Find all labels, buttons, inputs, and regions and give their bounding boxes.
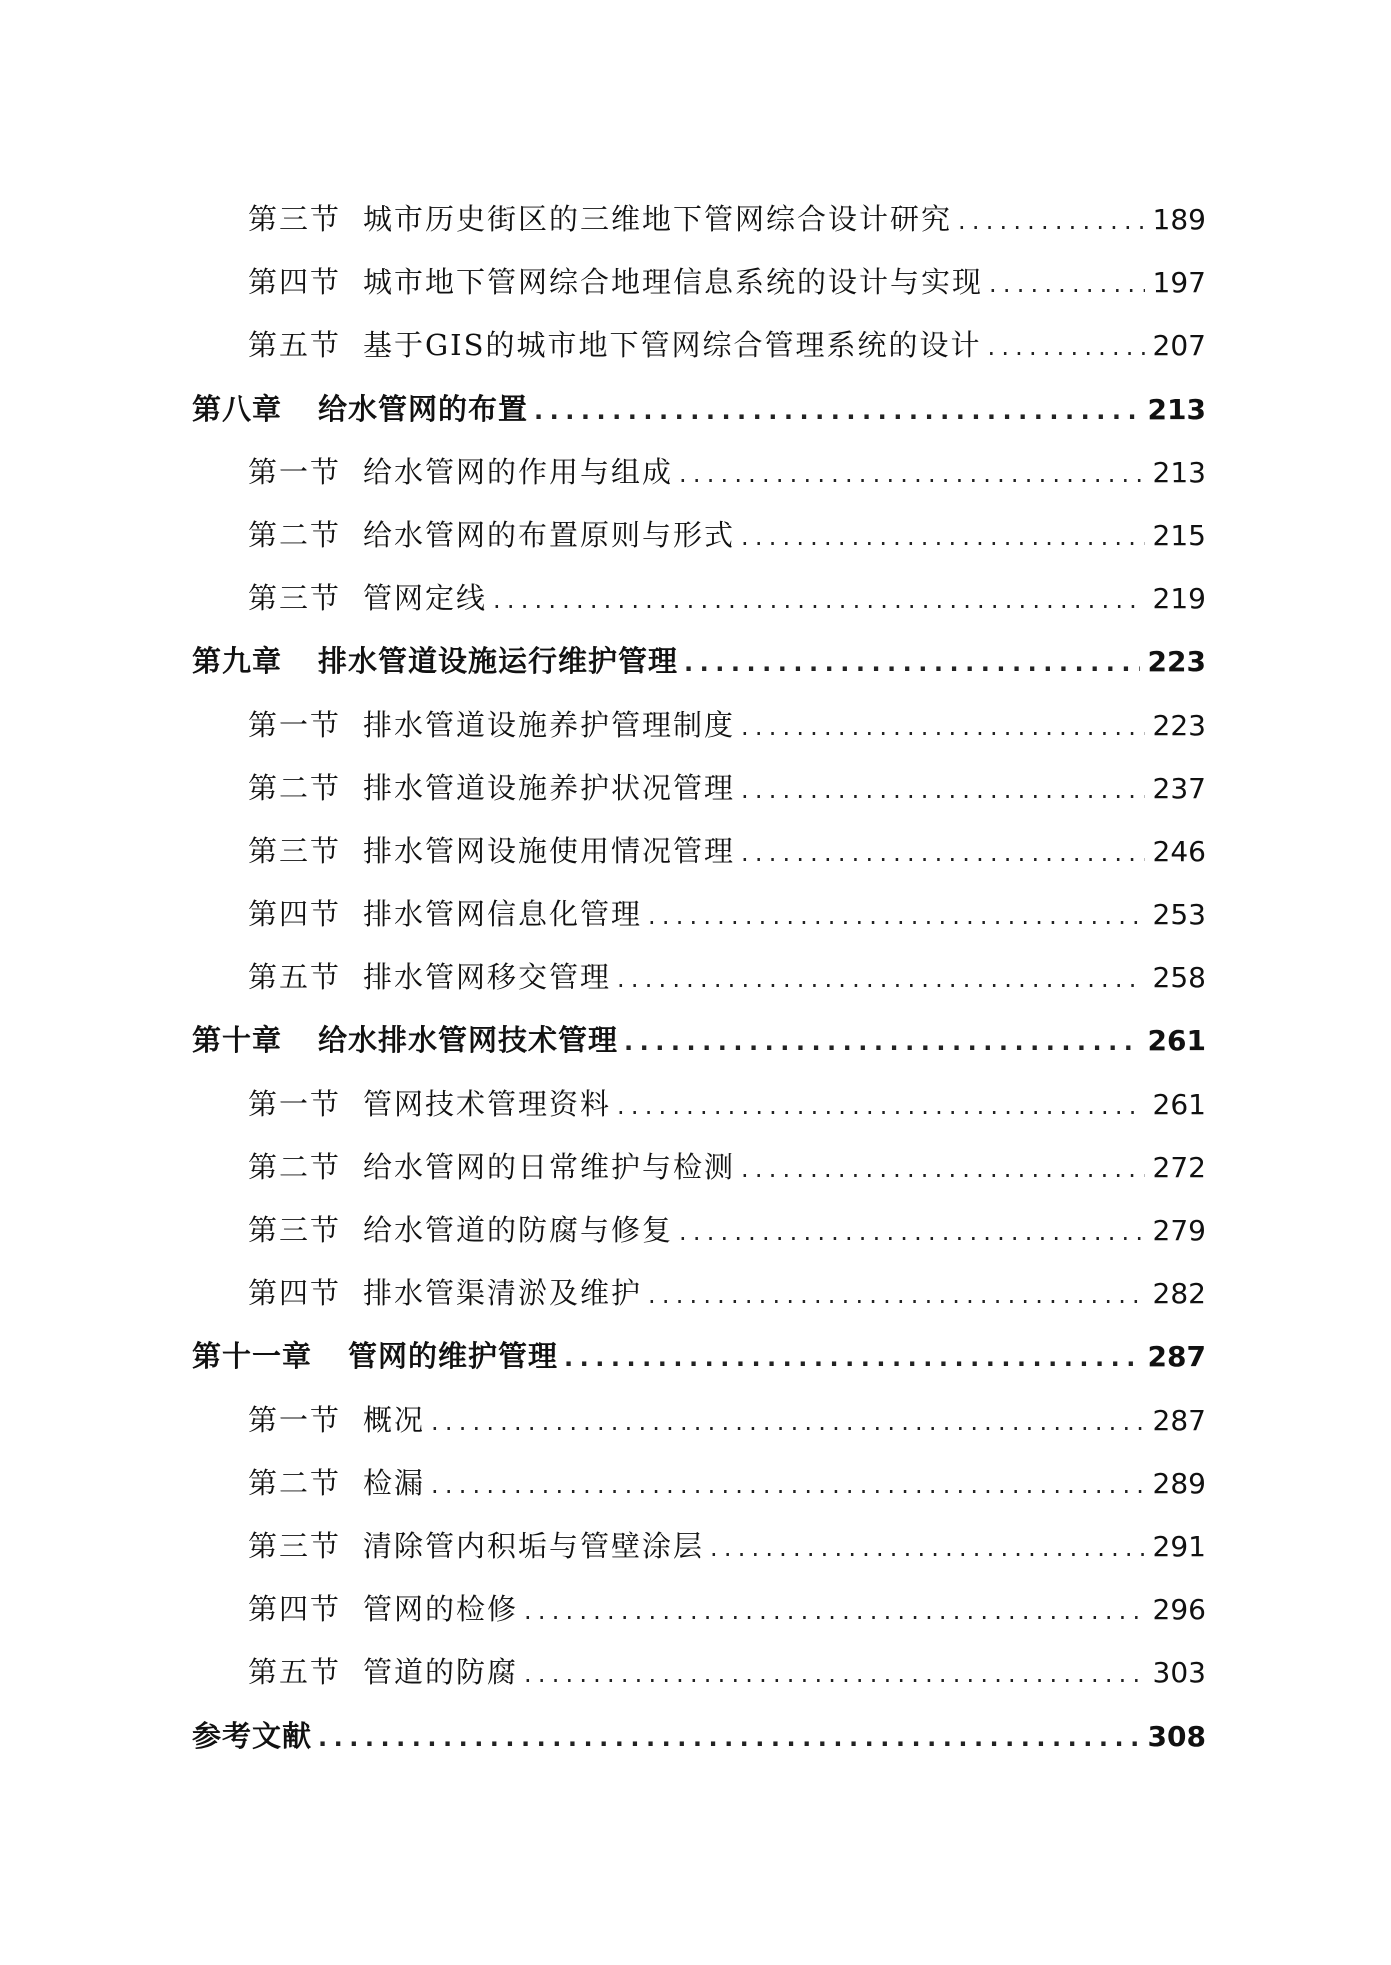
toc-entry-title: 基于GIS的城市地下管网综合管理系统的设计 [363,328,982,363]
toc-entry-page: 215 [1152,518,1206,552]
toc-entry-page: 223 [1152,708,1206,742]
toc-entry-title: 城市历史街区的三维地下管网综合设计研究 [363,202,953,236]
toc-section-entry[interactable] [192,1641,1206,1704]
toc-dot-leader [741,696,1145,759]
toc-dot-leader [989,253,1145,316]
toc-section-entry[interactable] [192,1199,1206,1262]
toc-entry-title: 给水管网的作用与组成 [363,454,674,489]
toc-entry-title: 排水管网移交管理 [363,960,612,995]
toc-entry-page: 213 [1152,455,1206,489]
toc-section-entry[interactable] [192,883,1206,946]
toc-entry-page: 282 [1152,1277,1206,1311]
toc-entry-page: 291 [1152,1529,1206,1563]
toc-section-entry[interactable] [192,567,1206,630]
toc-entry-title: 城市地下管网综合地理信息系统的设计与实现 [363,265,984,300]
toc-dot-leader [648,885,1145,948]
toc-entry-number: 第五节 [248,1655,342,1690]
toc-chapter-entry[interactable] [192,1325,1206,1388]
toc-section-entry[interactable] [192,251,1206,314]
toc-entry-page: 219 [1152,582,1206,616]
toc-entry-title: 排水管网设施使用情况管理 [363,833,736,868]
toc-chapter-entry[interactable] [192,378,1206,441]
toc-dot-leader [648,1264,1145,1327]
toc-dot-leader [710,1517,1145,1580]
toc-dot-leader [624,1011,1140,1074]
toc-entry-number: 第四节 [248,265,342,300]
toc-entry-page: 261 [1147,1024,1206,1058]
toc-entry-title: 排水管道设施运行维护管理 [318,644,679,679]
toc-entry-page: 287 [1147,1340,1206,1374]
toc-entry-number: 第三节 [248,833,342,868]
toc-entry-title: 概况 [363,1402,426,1437]
toc-dot-leader [493,569,1145,632]
toc-entry-title: 给水管网的日常维护与检测 [363,1149,736,1184]
toc-entry-page: 296 [1152,1593,1206,1627]
toc-section-entry[interactable] [192,188,1206,251]
toc-entry-number: 第二节 [248,770,342,805]
toc-section-entry[interactable] [192,1073,1206,1136]
toc-dot-leader [679,443,1145,506]
toc-entry-page: 237 [1152,771,1206,805]
toc-dot-leader [988,316,1145,379]
toc-entry-number: 第二节 [248,1149,342,1184]
toc-entry-page: 258 [1152,961,1206,995]
toc-dot-leader [318,1707,1140,1770]
toc-entry-number: 第一节 [248,1402,342,1437]
toc-entry-title: 管网定线 [363,581,488,616]
toc-entry-number: 第五节 [248,328,342,363]
toc-entry-page: 261 [1152,1087,1206,1121]
toc-section-entry[interactable] [192,1262,1206,1325]
toc-entry-number: 第二节 [248,1465,342,1500]
toc-entry-number: 第三节 [248,1213,342,1247]
toc-entry-number: 第十一章 [192,1339,313,1374]
toc-entry-number: 第三节 [248,581,342,616]
toc-entry-title: 排水管道设施养护状况管理 [363,770,736,805]
toc-section-entry[interactable] [192,1452,1206,1515]
toc-entry-number: 第三节 [248,1528,342,1563]
toc-dot-leader [741,759,1145,822]
toc-entry-page: 213 [1147,392,1206,426]
toc-entry-number: 第二节 [248,517,342,552]
toc-section-entry[interactable] [192,1578,1206,1641]
table-of-contents [192,188,1206,1768]
toc-entry-title: 给水排水管网技术管理 [318,1023,619,1058]
toc-entry-page: 189 [1152,203,1206,236]
toc-chapter-entry[interactable] [192,1009,1206,1072]
toc-entry-title: 管网的维护管理 [348,1339,559,1374]
toc-entry-title: 给水管网的布置 [318,391,529,426]
toc-dot-leader [684,632,1140,695]
toc-dot-leader [524,1643,1145,1706]
toc-entry-number: 第十章 [192,1023,283,1058]
toc-entry-number: 第八章 [192,391,283,426]
toc-entry-page: 223 [1147,645,1206,679]
toc-entry-page: 207 [1152,329,1206,363]
toc-section-entry[interactable] [192,1389,1206,1452]
toc-dot-leader [679,1201,1145,1264]
toc-entry-title: 管网技术管理资料 [363,1086,612,1121]
toc-chapter-entry[interactable] [192,630,1206,693]
toc-dot-leader [958,190,1145,253]
toc-entry-number: 第九章 [192,644,283,679]
toc-entry-page: 272 [1152,1150,1206,1184]
toc-dot-leader [741,822,1145,885]
toc-entry-page: 246 [1152,834,1206,868]
toc-entry-page: 303 [1152,1656,1206,1690]
toc-entry-number: 第五节 [248,960,342,995]
toc-dot-leader [741,1138,1145,1201]
toc-dot-leader [524,1580,1145,1643]
toc-entry-page: 289 [1152,1466,1206,1500]
toc-entry-title: 清除管内积垢与管壁涂层 [363,1528,705,1563]
toc-section-entry[interactable] [192,820,1206,883]
toc-entry-page: 287 [1152,1403,1206,1437]
toc-entry-page: 253 [1152,898,1206,932]
toc-entry-title: 排水管网信息化管理 [363,897,643,932]
toc-entry-title: 检漏 [363,1465,426,1500]
toc-section-entry[interactable] [192,757,1206,820]
toc-entry-number: 第三节 [248,202,342,236]
toc-entry-title: 管道的防腐 [363,1655,519,1690]
toc-entry-title: 排水管道设施养护管理制度 [363,707,736,742]
toc-section-entry[interactable] [192,441,1206,504]
toc-entry-page: 197 [1152,266,1206,300]
toc-entry-title: 给水管道的防腐与修复 [363,1213,674,1247]
toc-chapter-entry[interactable] [192,1705,1206,1768]
toc-dot-leader [431,1454,1145,1517]
toc-dot-leader [431,1391,1145,1454]
toc-section-entry[interactable] [192,1515,1206,1578]
toc-entry-number: 第一节 [248,1086,342,1121]
toc-section-entry[interactable] [192,314,1206,377]
toc-entry-title: 给水管网的布置原则与形式 [363,517,736,552]
toc-section-entry[interactable] [192,504,1206,567]
toc-entry-page: 308 [1147,1719,1206,1753]
toc-section-entry[interactable] [192,946,1206,1009]
toc-entry-number: 第一节 [248,454,342,489]
toc-entry-number: 第四节 [248,1592,342,1627]
toc-dot-leader [534,380,1140,443]
toc-entry-number: 第四节 [248,897,342,932]
toc-section-entry[interactable] [192,1136,1206,1199]
toc-section-entry[interactable] [192,694,1206,757]
toc-dot-leader [741,506,1145,569]
toc-entry-number: 第一节 [248,707,342,742]
toc-entry-title: 管网的检修 [363,1592,519,1627]
toc-entry-title: 参考文献 [192,1718,313,1753]
toc-entry-page: 279 [1152,1214,1206,1247]
toc-dot-leader [617,948,1145,1011]
toc-entry-number: 第四节 [248,1276,342,1311]
toc-entry-title: 排水管渠清淤及维护 [363,1276,643,1311]
toc-dot-leader [564,1327,1140,1390]
toc-dot-leader [617,1075,1145,1138]
